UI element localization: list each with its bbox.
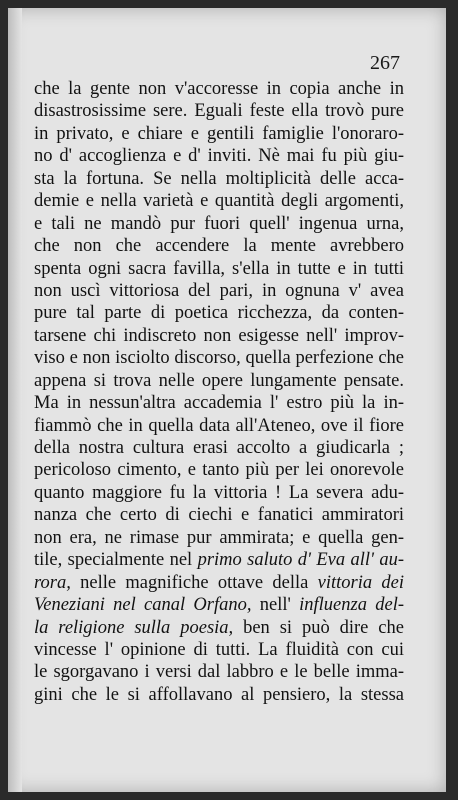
text-line [34, 280, 404, 302]
line-text: vincesse l' opinione di tutti. La fluidità con cui [34, 639, 404, 660]
text-line [34, 572, 404, 594]
line-text: Ma in nessun'altra accademia l' estro più la in- [34, 393, 404, 414]
line-text: non uscì vittoriosa del pari, in ognuna v' avea [34, 280, 404, 301]
text-line [34, 370, 404, 392]
text-line [34, 190, 404, 212]
text-line [34, 100, 404, 122]
text-line [34, 392, 404, 414]
line-text: appena si trova nelle opere lungamente pensate. [34, 370, 404, 391]
line-text: che non che accendere la mente avrebbero [34, 236, 404, 257]
line-text: pericoloso cimento, e tanto più per lei onorevole [34, 460, 404, 481]
line-text: pure tal parte di poetica ricchezza, da conten- [34, 303, 404, 324]
text-line [34, 527, 404, 549]
line-text: quanto maggiore fu la vittoria ! La severa adu- [34, 482, 404, 503]
text-line [34, 684, 404, 706]
line-text: che la gente non v'accoresse in copia anche in [34, 79, 404, 99]
text-line [34, 459, 404, 481]
line-text: disastrosissime sere. Eguali feste ella trovò pure [34, 101, 404, 122]
text-line [34, 347, 404, 369]
page-number: 267 [370, 52, 400, 74]
line-text: viso e non isciolto discorso, quella perfezione che [34, 348, 404, 369]
text-line [34, 437, 404, 459]
text-line [34, 661, 404, 683]
italic-title-text: vittoria dei [317, 572, 404, 593]
line-text: demie e nella varietà e quantità degli argomenti, [34, 191, 404, 212]
italic-title-text: la religione sulla poesia, [34, 617, 234, 638]
text-line [34, 302, 404, 324]
line-text: della nostra cultura erasi accolto a giudicarla ; [34, 438, 404, 458]
text-line [34, 482, 404, 504]
italic-title-text: influenza del- [299, 595, 404, 616]
line-text: le sgorgavano i versi dal labbro e le belle imma- [34, 662, 404, 683]
italic-title-text: primo saluto d' Eva all' au- [197, 550, 404, 571]
body-text [34, 78, 404, 706]
text-line [34, 258, 404, 280]
book-page [8, 8, 446, 792]
line-text: ben si può dire che [233, 617, 404, 638]
text-line [34, 504, 404, 526]
line-text: gini che le si affollavano al pensiero, la stessa [34, 684, 404, 705]
line-text: fiammò che in quella data all'Ateneo, ove il fiore [34, 415, 404, 436]
line-text: nanza che certo di ciechi e fanatici ammiratori [34, 505, 404, 526]
text-line [34, 213, 404, 235]
text-line [34, 415, 404, 437]
line-text: nelle magnifiche ottave della [70, 572, 318, 593]
text-line [34, 168, 404, 190]
text-line [34, 617, 404, 639]
line-text: e tali ne mandò pur fuori quell' ingenua urna, [34, 213, 404, 234]
text-line [34, 325, 404, 347]
italic-title-text: rora, [34, 572, 71, 593]
text-line [34, 123, 404, 145]
text-line [34, 549, 404, 571]
line-text: nell' [251, 595, 300, 616]
text-line [34, 78, 404, 100]
line-text: non era, ne rimase pur ammirata; e quella gen- [34, 527, 404, 548]
line-text: sta la fortuna. Se nella moltiplicità delle acca- [34, 168, 404, 189]
text-line [34, 235, 404, 257]
text-line [34, 594, 404, 616]
line-text: tile, specialmente nel [34, 550, 198, 571]
text-line [34, 639, 404, 661]
line-text: in privato, e chiare e gentili famiglie l'onoraro- [34, 123, 404, 144]
italic-title-text: Veneziani nel canal Orfano, [34, 595, 252, 616]
line-text: tarsene chi indiscreto non esigesse nell' improv- [34, 325, 404, 346]
page-binding-shadow [8, 8, 22, 792]
line-text: no d' accoglienza e d' inviti. Nè mai fu più giu- [34, 146, 404, 167]
line-text: spenta ogni sacra favilla, s'ella in tutte e in tutti [34, 258, 404, 279]
text-line [34, 145, 404, 167]
